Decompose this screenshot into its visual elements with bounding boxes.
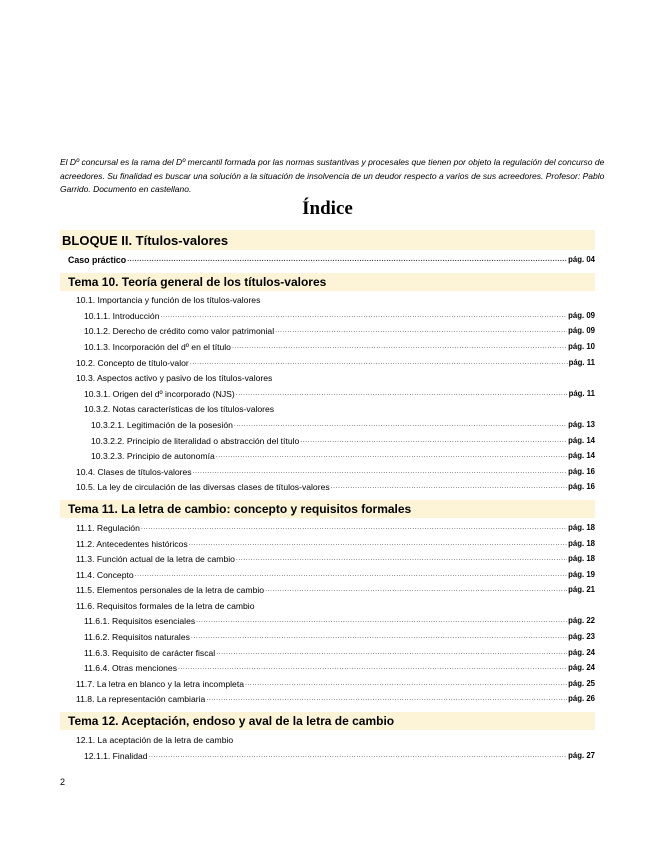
leader-dots [135, 569, 567, 581]
toc-entry-label: 10.2. Concepto de título-valor [76, 357, 189, 368]
toc-entry-label: 10.1.2. Derecho de crédito como valor patrimonial [84, 326, 275, 337]
leader-dots [245, 678, 567, 690]
toc-entry[interactable] [60, 581, 595, 597]
leader-dots [190, 357, 568, 369]
leader-dots [236, 553, 567, 565]
bloque-header: BLOQUE II. Títulos-valores [60, 230, 595, 250]
toc-entry[interactable] [60, 518, 595, 534]
toc-entry-caso-practico[interactable] [60, 250, 595, 266]
toc-entry-page: pág. 27 [568, 750, 595, 760]
leader-dots [275, 325, 567, 337]
toc-entry[interactable] [60, 643, 595, 659]
toc-entry-page: pág. 19 [568, 569, 595, 579]
leader-dots [234, 419, 567, 431]
leader-dots [236, 388, 568, 400]
toc-entry-label: 10.1.3. Incorporación del dº en el título [84, 341, 231, 352]
toc-entry-label: 11.1. Regulación [76, 522, 140, 533]
toc-entry-page: pág. 09 [568, 310, 595, 320]
tema-header: Tema 11. La letra de cambio: concepto y requisitos formales [60, 500, 595, 518]
page-title: Índice [302, 198, 353, 219]
toc-entry[interactable] [60, 400, 595, 416]
leader-dots [216, 647, 567, 659]
toc-entry-label: 11.3. Función actual de la letra de cambio [76, 554, 235, 565]
toc-entry-label: 11.6.2. Requisitos naturales [84, 632, 190, 643]
toc-entry-page: pág. 26 [568, 694, 595, 704]
toc-entry-label: 11.8. La representación cambiaria [76, 694, 206, 705]
toc-entry-page: pág. 14 [568, 435, 595, 445]
toc-entry-label: 11.2. Antecedentes históricos [76, 538, 188, 549]
table-of-contents [60, 230, 595, 762]
toc-entry-label: 10.3. Aspectos activo y pasivo de los títulos-valores [76, 373, 273, 384]
toc-entry-page: pág. 18 [568, 554, 595, 564]
toc-entry-page: pág. 25 [568, 678, 595, 688]
tema-header: Tema 10. Teoría general de los títulos-valores [60, 273, 595, 291]
toc-entry-page: pág. 18 [568, 522, 595, 532]
toc-entry[interactable] [60, 746, 595, 762]
leader-dots [196, 615, 567, 627]
toc-entry-label: 11.5. Elementos personales de la letra de cambio [76, 585, 265, 596]
toc-entry-page: pág. 09 [568, 326, 595, 336]
toc-entry[interactable] [60, 353, 595, 369]
toc-entry-page: pág. 04 [568, 254, 595, 264]
toc-entry-label: 10.1.1. Introducción [84, 310, 160, 321]
leader-dots [149, 750, 568, 762]
toc-entry[interactable] [60, 478, 595, 494]
toc-entry-label: 11.6.1. Requisitos esenciales [84, 616, 196, 627]
toc-entry[interactable] [60, 534, 595, 550]
toc-entry-page: pág. 11 [568, 357, 595, 367]
toc-entry[interactable] [60, 306, 595, 322]
toc-entry-label: 11.4. Concepto [76, 569, 134, 580]
leader-dots [189, 538, 567, 550]
toc-entry-label: 10.3.2.1. Legitimación de la posesión [91, 419, 233, 430]
leader-dots [232, 341, 567, 353]
toc-entry-page: pág. 21 [568, 585, 595, 595]
toc-entry[interactable] [60, 322, 595, 338]
toc-entry[interactable] [60, 674, 595, 690]
leader-dots [206, 693, 567, 705]
toc-entry-page: pág. 16 [568, 466, 595, 476]
toc-entry-label: Caso práctico [68, 254, 127, 265]
toc-entry[interactable] [60, 596, 595, 612]
toc-entry-label: 10.5. La ley de circulación de las diversas clases de títulos-valores [76, 482, 330, 493]
toc-entry[interactable] [60, 462, 595, 478]
tema-header: Tema 12. Aceptación, endoso y aval de la letra de cambio [60, 712, 595, 730]
toc-entry-page: pág. 23 [568, 632, 595, 642]
toc-entry[interactable] [60, 659, 595, 675]
toc-entry-page: pág. 10 [568, 341, 595, 351]
leader-dots [300, 435, 567, 447]
toc-entry-label: 12.1.1. Finalidad [84, 750, 148, 761]
toc-entry-label: 11.7. La letra en blanco y la letra incompleta [76, 678, 244, 689]
leader-dots [178, 662, 567, 674]
toc-entry[interactable] [60, 431, 595, 447]
toc-entry-label: 10.3.2.3. Principio de autonomía [91, 451, 215, 462]
toc-entry-page: pág. 22 [568, 616, 595, 626]
toc-entry-page: pág. 24 [568, 663, 595, 673]
toc-entry[interactable] [60, 337, 595, 353]
toc-entry-page: pág. 14 [568, 451, 595, 461]
toc-entry[interactable] [60, 612, 595, 628]
toc-entry[interactable] [60, 369, 595, 385]
toc-entry-page: pág. 24 [568, 647, 595, 657]
leader-dots [191, 631, 567, 643]
leader-dots [331, 481, 567, 493]
toc-entry-page: pág. 18 [568, 538, 595, 548]
toc-entry-label: 11.6.3. Requisito de carácter fiscal [84, 647, 216, 658]
toc-entry[interactable] [60, 415, 595, 431]
toc-entry-label: 11.6. Requisitos formales de la letra de cambio [76, 600, 255, 611]
toc-entry[interactable] [60, 565, 595, 581]
toc-entry[interactable] [60, 627, 595, 643]
leader-dots [127, 254, 567, 266]
toc-entry-label: 10.3.2.2. Principio de literalidad o abstracción del título [91, 435, 300, 446]
leader-dots [216, 450, 567, 462]
toc-entry-label: 10.3.2. Notas características de los títulos-valores [84, 404, 275, 415]
leader-dots [161, 310, 568, 322]
toc-entry-page: pág. 11 [568, 388, 595, 398]
leader-dots [141, 522, 567, 534]
toc-entry-label: 10.4. Clases de títulos-valores [76, 466, 192, 477]
toc-entry-label: 10.3.1. Origen del dº incorporado (NJS) [84, 388, 235, 399]
toc-entry[interactable] [60, 447, 595, 463]
toc-entry[interactable] [60, 690, 595, 706]
toc-entry-page: pág. 13 [568, 419, 595, 429]
toc-entry[interactable] [60, 730, 595, 746]
toc-entry-label: 12.1. La aceptación de la letra de cambio [76, 735, 234, 746]
toc-entry-label: 11.6.4. Otras menciones [84, 663, 177, 674]
toc-entry-page: pág. 16 [568, 482, 595, 492]
toc-entry-label: 10.1. Importancia y función de los títulos-valores [76, 295, 261, 306]
toc-entry[interactable] [60, 384, 595, 400]
leader-dots [193, 466, 568, 478]
toc-entry[interactable] [60, 550, 595, 566]
intro-paragraph: El Dº concursal es la rama del Dº mercantil formada por las normas sustantivas y procesales que tienen por objeto la regulación del concurso de acreedores. Su finalidad es buscar una solución a la situación de insolvencia de un deudor respecto a varios de sus acreedores. Profesor: Pablo Garrido. Documento en castellano. [60, 157, 605, 194]
page-number: 2 [60, 777, 66, 787]
toc-entry[interactable] [60, 291, 595, 307]
leader-dots [265, 584, 567, 596]
